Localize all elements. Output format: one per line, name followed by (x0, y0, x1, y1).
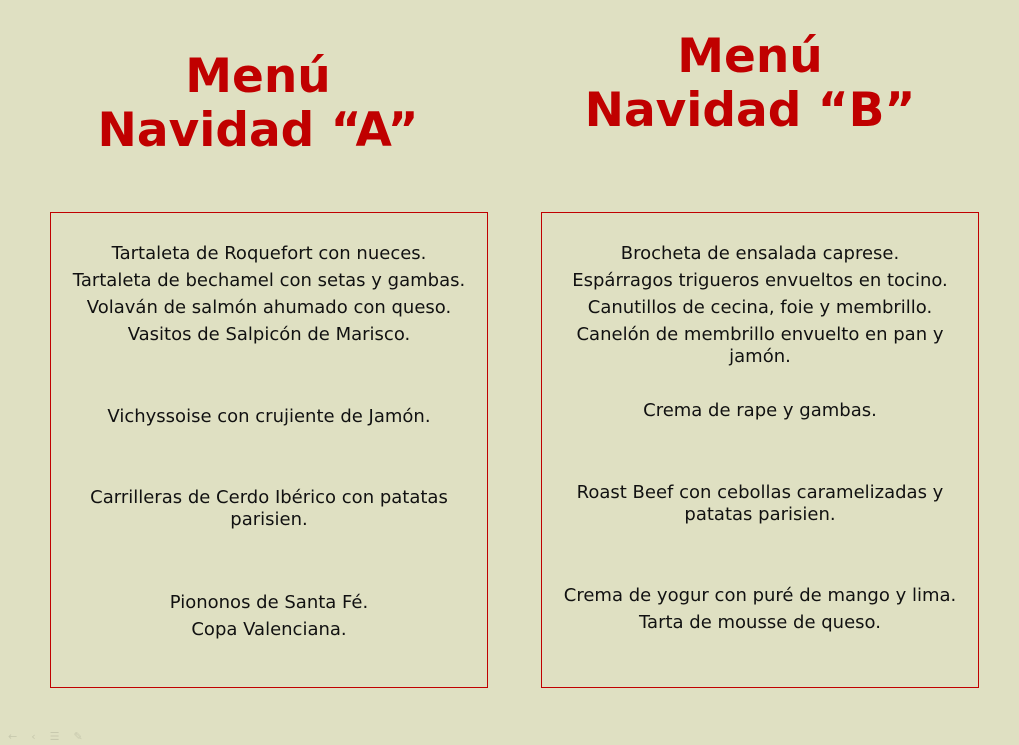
menu-a-item: Volaván de salmón ahumado con queso. (86, 297, 452, 318)
menu-b-title-line1: Menú (677, 29, 823, 84)
menu-b-title (570, 30, 930, 138)
menu-b-item: Crema de yogur con puré de mango y lima. (563, 585, 957, 606)
menu-a-box (50, 212, 488, 688)
previous-icon[interactable]: ‹ (31, 730, 50, 743)
menu-b-item: Crema de rape y gambas. (643, 400, 877, 421)
menu-b-item: Roast Beef con cebollas caramelizadas y (576, 482, 944, 503)
menu-b-item: Brocheta de ensalada caprese. (620, 243, 900, 264)
menu-a-title-line2: Navidad “A” (97, 103, 419, 158)
menu-a-item: Carrilleras de Cerdo Ibérico con patatas (90, 487, 448, 508)
menu-a-item: Tartaleta de Roquefort con nueces. (111, 243, 427, 264)
menu-a-item: Tartaleta de bechamel con setas y gambas. (72, 270, 466, 291)
menu-b-item: jamón. (729, 346, 791, 367)
slide-nav-controls (8, 730, 97, 743)
menu-a-item: Vasitos de Salpicón de Marisco. (127, 324, 411, 345)
menu-b-item: Espárragos trigueros envueltos en tocino. (572, 270, 948, 291)
menu-b-item: patatas parisien. (684, 504, 836, 525)
menu-a-item: Copa Valenciana. (191, 619, 347, 640)
menu-b-item: Canutillos de cecina, foie y membrillo. (587, 297, 933, 318)
menu-icon[interactable]: ☰ (49, 730, 74, 743)
menu-a-title (80, 50, 436, 158)
back-arrow-icon[interactable]: ← (8, 730, 32, 743)
menu-a-title-line1: Menú (185, 49, 331, 104)
menu-b-item: Canelón de membrillo envuelto en pan y (576, 324, 944, 345)
menu-b-item: Tarta de mousse de queso. (639, 612, 881, 633)
menu-a-item: parisien. (230, 509, 308, 530)
menu-b-title-line2: Navidad “B” (584, 83, 916, 138)
menu-a-item: Vichyssoise con crujiente de Jamón. (107, 406, 431, 427)
pen-icon[interactable]: ✎ (73, 730, 97, 743)
menu-b-box (541, 212, 979, 688)
menu-a-item: Piononos de Santa Fé. (169, 592, 369, 613)
